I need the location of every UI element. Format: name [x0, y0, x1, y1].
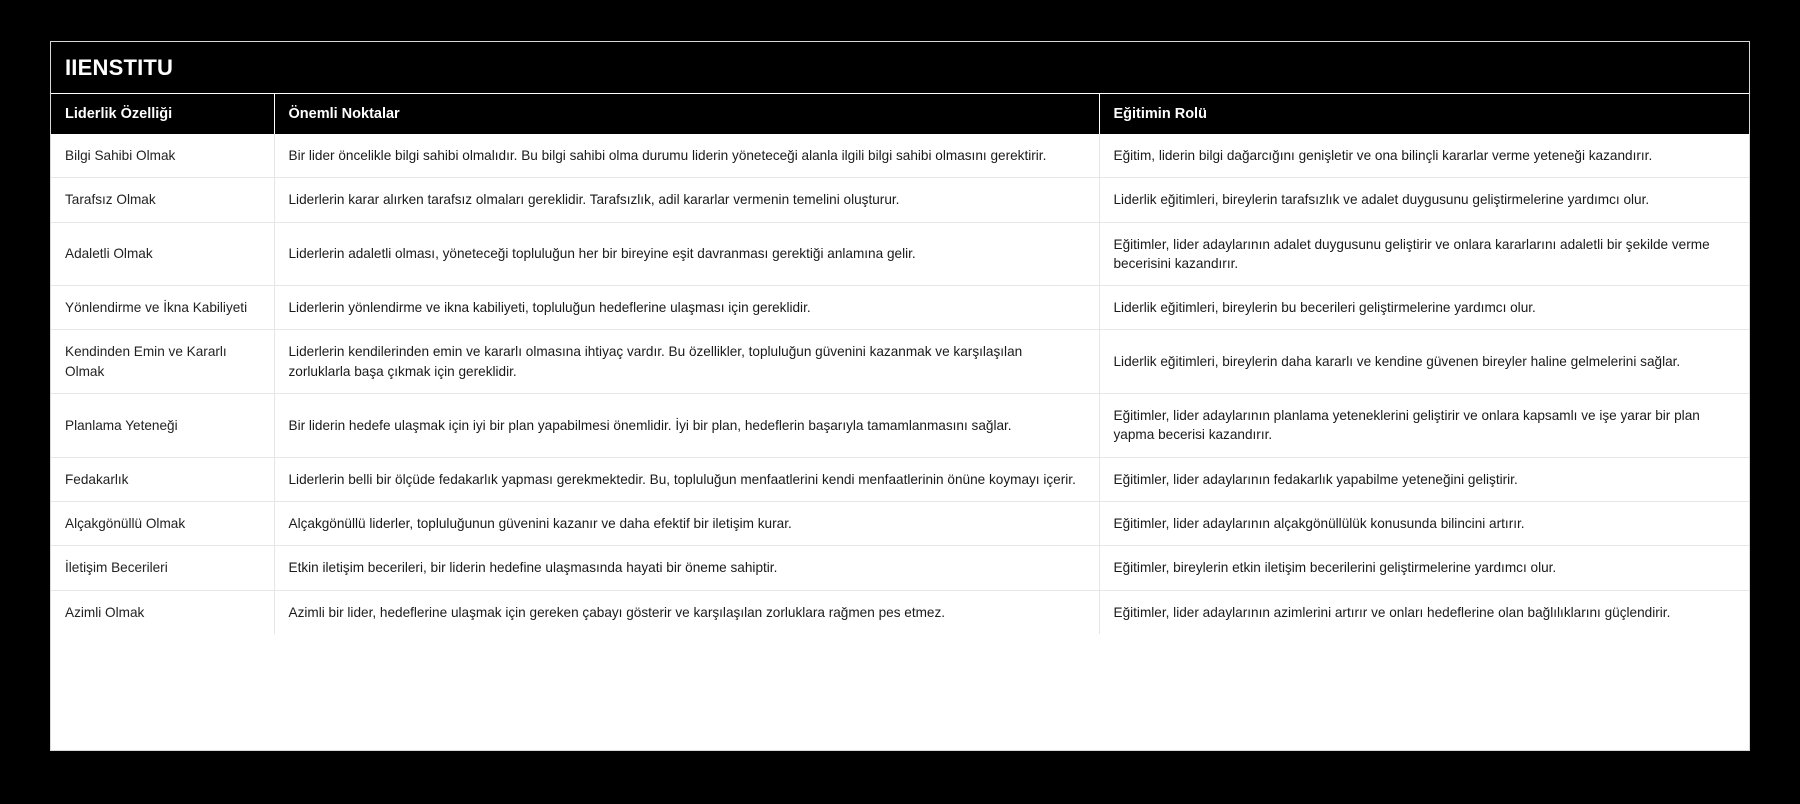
cell-trait: Adaletli Olmak: [51, 222, 274, 286]
cell-role: Eğitimler, lider adaylarının fedakarlık yapabilme yeteneğini geliştirir.: [1099, 457, 1749, 501]
cell-trait: İletişim Becerileri: [51, 546, 274, 590]
cell-points: Bir lider öncelikle bilgi sahibi olmalıdır. Bu bilgi sahibi olma durumu liderin yöneteceği alanla ilgili bilgi sahibi olmasını gerektirir.: [274, 134, 1099, 178]
table-row: [51, 394, 1749, 458]
cell-role: Eğitimler, lider adaylarının alçakgönüllülük konusunda bilincini artırır.: [1099, 501, 1749, 545]
cell-trait: Kendinden Emin ve Kararlı Olmak: [51, 330, 274, 394]
table-header-row: [51, 94, 1749, 134]
table-header: [51, 94, 1749, 134]
cell-points: Etkin iletişim becerileri, bir liderin hedefine ulaşmasında hayati bir öneme sahiptir.: [274, 546, 1099, 590]
table-row: [51, 457, 1749, 501]
cell-trait: Fedakarlık: [51, 457, 274, 501]
cell-role: Eğitimler, lider adaylarının azimlerini artırır ve onları hedeflerine olan bağlılıklarını güçlendirir.: [1099, 590, 1749, 634]
table-row: [51, 546, 1749, 590]
cell-points: Liderlerin karar alırken tarafsız olmaları gereklidir. Tarafsızlık, adil kararlar vermenin temelini oluşturur.: [274, 178, 1099, 222]
column-header-role: Eğitimin Rolü: [1099, 94, 1749, 134]
table-row: [51, 330, 1749, 394]
cell-points: Azimli bir lider, hedeflerine ulaşmak için gereken çabayı gösterir ve karşılaşılan zorluklara rağmen pes etmez.: [274, 590, 1099, 634]
table-row: [51, 178, 1749, 222]
cell-role: Eğitimler, bireylerin etkin iletişim becerilerini geliştirmelerine yardımcı olur.: [1099, 546, 1749, 590]
cell-points: Liderlerin belli bir ölçüde fedakarlık yapması gerekmektedir. Bu, topluluğun menfaatlerini kendi menfaatlerinin önüne koymayı içerir.: [274, 457, 1099, 501]
table-row: [51, 222, 1749, 286]
brand-title: IIENSTITU: [65, 54, 174, 80]
table-row: [51, 286, 1749, 330]
cell-trait: Bilgi Sahibi Olmak: [51, 134, 274, 178]
cell-trait: Yönlendirme ve İkna Kabiliyeti: [51, 286, 274, 330]
leadership-table-card: [50, 41, 1750, 751]
table-body: [51, 134, 1749, 634]
cell-role: Eğitimler, lider adaylarının adalet duygusunu geliştirir ve onlara kararlarını adaletli bir şekilde verme becerisini kazandırır.: [1099, 222, 1749, 286]
cell-points: Alçakgönüllü liderler, topluluğunun güvenini kazanır ve daha efektif bir iletişim kurar.: [274, 501, 1099, 545]
cell-role: Eğitim, liderin bilgi dağarcığını genişletir ve ona bilinçli kararlar verme yeteneği kazandırır.: [1099, 134, 1749, 178]
cell-role: Liderlik eğitimleri, bireylerin tarafsızlık ve adalet duygusunu geliştirmelerine yardımcı olur.: [1099, 178, 1749, 222]
table-row: [51, 501, 1749, 545]
column-header-trait: Liderlik Özelliği: [51, 94, 274, 134]
cell-points: Bir liderin hedefe ulaşmak için iyi bir plan yapabilmesi önemlidir. İyi bir plan, hedeflerin başarıyla tamamlanmasını sağlar.: [274, 394, 1099, 458]
cell-role: Eğitimler, lider adaylarının planlama yeteneklerini geliştirir ve onlara kapsamlı ve işe yarar bir plan yapma becerisi kazandırır.: [1099, 394, 1749, 458]
cell-trait: Azimli Olmak: [51, 590, 274, 634]
brand-header-bar: [51, 42, 1749, 94]
cell-trait: Planlama Yeteneği: [51, 394, 274, 458]
cell-role: Liderlik eğitimleri, bireylerin bu becerileri geliştirmelerine yardımcı olur.: [1099, 286, 1749, 330]
table-row: [51, 134, 1749, 178]
cell-trait: Alçakgönüllü Olmak: [51, 501, 274, 545]
table-row: [51, 590, 1749, 634]
cell-trait: Tarafsız Olmak: [51, 178, 274, 222]
cell-points: Liderlerin kendilerinden emin ve kararlı olmasına ihtiyaç vardır. Bu özellikler, topluluğun güvenini kazanmak ve karşılaşılan zorluklarla başa çıkmak için gereklidir.: [274, 330, 1099, 394]
cell-points: Liderlerin adaletli olması, yöneteceği topluluğun her bir bireyine eşit davranması gerektiği anlamına gelir.: [274, 222, 1099, 286]
column-header-points: Önemli Noktalar: [274, 94, 1099, 134]
cell-role: Liderlik eğitimleri, bireylerin daha kararlı ve kendine güvenen bireyler haline gelmelerini sağlar.: [1099, 330, 1749, 394]
leadership-traits-table: [51, 94, 1749, 634]
cell-points: Liderlerin yönlendirme ve ikna kabiliyeti, topluluğun hedeflerine ulaşması için gereklidir.: [274, 286, 1099, 330]
